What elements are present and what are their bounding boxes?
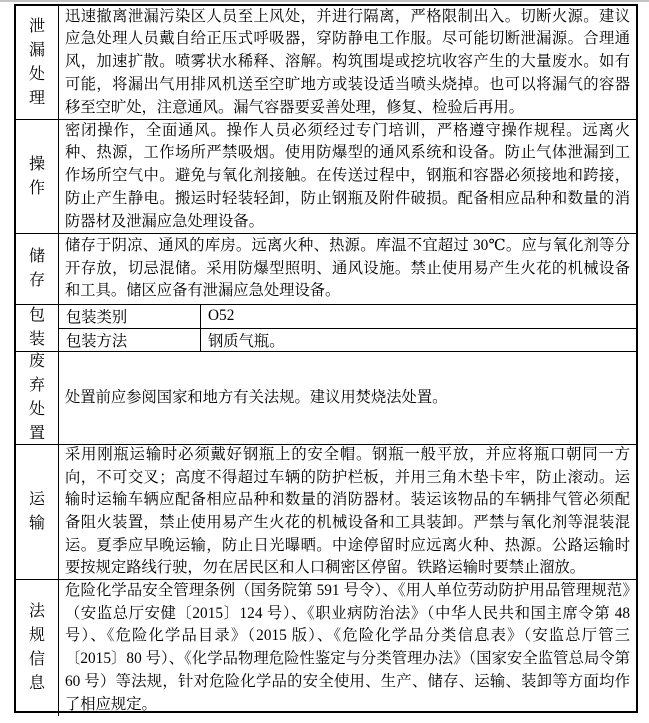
row-header-storage: [16, 234, 59, 304]
row-header-label: 法规信息: [28, 603, 45, 693]
cell-packaging: [59, 305, 636, 351]
cell-leak-handling: [59, 6, 636, 119]
table-row-disposal: [16, 352, 636, 445]
safety-info-table: [14, 4, 638, 713]
row-header-label: 泄漏处理: [28, 17, 45, 107]
table-row-transport: [16, 445, 636, 580]
table-row-leak-handling: [16, 6, 636, 120]
row-header-label: 操作: [28, 155, 45, 197]
row-header-label: 废弃处置: [28, 353, 45, 442]
table-row-regulatory-info: [16, 580, 636, 716]
disposal-text: 处置前应参阅国家和地方有关法规。建议用焚烧法处置。: [65, 388, 448, 406]
transport-text: 采用刚瓶运输时必须戴好钢瓶上的安全帽。钢瓶一般平放，并应将瓶口朝同一方向，不可交叉；高度不得超过车辆的防护栏板，并用三角木垫卡牢，防止滚动。运输时运输车辆应配备相应品种和数量的消防器材。装运该物品的车辆排气管必须配备阻火装置，禁止使用易产生火花的机械设备和工具装卸。严禁与氧化剂等混装混运。夏季应早晚运输，防止日光曝晒。中途停留时应远离火种、热源。公路运输时要按规定路线行驶，勿在居民区和人口稠密区停留。铁路运输时要禁止溜放。: [65, 445, 630, 577]
leak-handling-text: 迅速撤离泄漏污染区人员至上风处，并进行隔离，严格限制出入。切断火源。建议应急处理人员戴自给正压式呼吸器，穿防静电工作服。尽可能切断泄漏源。合理通风，加速扩散。喷雾状水稀释、溶解。构筑围堤或挖坑收容产生的大量废水。如有可能，将漏出气用排风机送至空旷地方或装设适当喷头烧掉。也可以将漏气的容器移至空旷处，注意通风。漏气容器要妥善处理，修复、检验后再用。: [65, 7, 630, 116]
operation-text: 密闭操作，全面通风。操作人员必须经过专门培训，严格遵守操作规程。远离火种、热源，工作场所严禁吸烟。使用防爆型的通风系统和设备。防止气体泄漏到工作场所空气中。避免与氧化剂接触。在传送过程中，钢瓶和容器必须接地和跨接，防止产生静电。搬运时轻装轻卸，防止钢瓶及附件破损。配备相应品种和数量的消防器材及泄漏应急处理设备。: [65, 121, 630, 230]
top-divider: [0, 0, 649, 2]
cell-storage: [59, 234, 636, 304]
row-header-label: 运输: [28, 491, 45, 532]
row-header-leak-handling: [16, 6, 59, 119]
table-row-operation: [16, 120, 636, 234]
row-header-disposal: [16, 352, 59, 444]
row-header-label: 包装: [28, 307, 45, 348]
table-row-storage: [16, 234, 636, 305]
packaging-category-label: 包装类别: [59, 305, 201, 328]
cell-transport: [59, 445, 636, 579]
cell-disposal: [59, 352, 636, 444]
row-header-label: 储存: [28, 248, 45, 289]
row-header-operation: [16, 120, 59, 233]
row-header-transport: [16, 445, 59, 579]
cell-regulatory-info: [59, 580, 636, 716]
packaging-method-label: 包装方法: [59, 329, 201, 352]
regulatory-info-text: 危险化学品安全管理条例（国务院第 591 号令）、《用人单位劳动防护用品管理规范》（安监总厅安健〔2015〕124 号）、《职业病防治法》（中华人民共和国主席令第 48 号）、《危险化学品目录》（2015 版）、《危险化学品分类信息表》（安监总厅管三〔2015〕80 号）、《化学品物理危险性鉴定与分类管理办法》（国家安全监管总局令第 60 号）等法规，针对危险化学品的安全使用、生产、储存、运输、装卸等方面均作了相应规定。: [65, 582, 630, 713]
table-row-packaging: [16, 305, 636, 352]
storage-text: 储存于阴凉、通风的库房。远离火种、热源。库温不宜超过 30℃。应与氧化剂等分开存放，切忌混储。采用防爆型照明、通风设施。禁止使用易产生火花的机械设备和工具。储区应备有泄漏应急处理设备。: [65, 236, 630, 300]
packaging-category-row: [59, 305, 636, 328]
packaging-category-value: O52: [208, 307, 235, 325]
row-header-regulatory-info: [16, 580, 59, 716]
packaging-method-value: 钢质气瓶。: [208, 332, 285, 350]
packaging-method-row: [59, 328, 636, 352]
row-header-packaging: [16, 305, 59, 351]
cell-operation: [59, 120, 636, 233]
